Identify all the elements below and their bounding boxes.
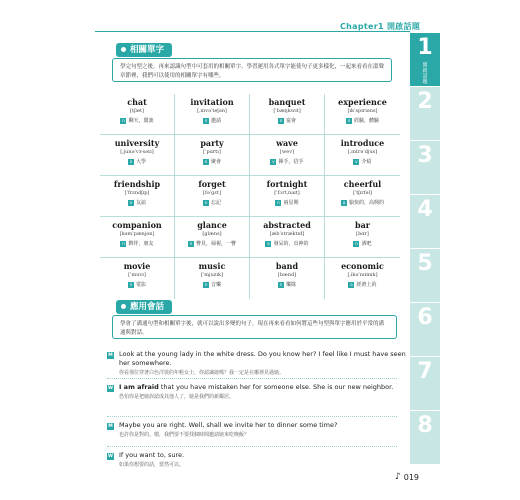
vocab-translation: 宴會 — [285, 118, 296, 124]
vocab-translation: 愉快的，高興的 — [348, 200, 384, 206]
vocab-item — [175, 135, 250, 176]
vocab-meaning — [341, 199, 384, 206]
chapter-tab-3[interactable] — [410, 141, 440, 195]
vocab-meaning — [203, 117, 221, 124]
vocab-word: economic — [341, 261, 384, 271]
dialogue-english — [119, 421, 337, 430]
vocab-phonetic: [glæns] — [202, 231, 222, 237]
dialogue-line — [107, 421, 407, 439]
dialogue-english-text: Look at the young lady in the white dress. Do you know her? I feel like I must have seen her somewhere. — [119, 350, 406, 367]
vocab-word: invitation — [190, 97, 234, 107]
vocab-translation: 發呆的，出神的 — [273, 241, 309, 247]
dialogue-english — [119, 350, 407, 368]
vocab-translation: 忘記 — [210, 200, 221, 206]
vocab-item — [250, 176, 325, 217]
vocab-meaning — [128, 281, 146, 288]
part-of-speech-badge: v — [204, 199, 208, 205]
vocab-phonetic: [æbˈstræktɪd] — [269, 231, 305, 237]
vocab-phonetic: [fəˈgɛt] — [203, 190, 221, 196]
vocab-item — [325, 94, 400, 135]
vocab-meaning — [348, 281, 376, 288]
dialogue-english — [119, 451, 184, 460]
vocab-translation: 經驗，體驗 — [353, 118, 379, 124]
vocab-word: friendship — [113, 179, 161, 189]
vocab-phonetic: [wev] — [280, 149, 294, 155]
dialogue-chinese: 也許你是對的。嗯，我們要不要找個時間邀請她來吃晚飯？ — [119, 432, 250, 438]
chapter-tab-5[interactable] — [410, 249, 440, 303]
vocab-word: music — [198, 261, 226, 271]
vocab-item — [100, 94, 175, 135]
vocab-phonetic: [ˈfrɛndʃɪp] — [124, 190, 150, 196]
vocab-meaning — [353, 240, 371, 247]
part-of-speech-badge: n — [122, 117, 125, 123]
chapter-tab-number: 3 — [417, 143, 433, 168]
chapter-tab-number: 6 — [417, 305, 433, 330]
dialogue-divider — [107, 446, 397, 447]
chapter-tab-number: 7 — [417, 359, 433, 384]
chapter-tab-7[interactable] — [410, 357, 440, 411]
vocab-phonetic: [ˈtʃɪrfəl] — [352, 190, 373, 196]
vocab-meaning — [203, 158, 221, 165]
dialogue-chinese: 你看那位穿著白色洋裝的年輕女士，你認識她嗎？我一定是在哪裡見過她。 — [119, 370, 285, 376]
vocab-meaning — [353, 158, 371, 165]
part-of-speech-badge: n — [347, 117, 351, 123]
vocab-grid — [100, 94, 400, 299]
vocab-item — [100, 217, 175, 258]
vocab-phonetic: [ˌɪntrəˈdjus] — [347, 149, 378, 155]
vocab-phonetic: [ˈfɔrtˌnaɪt] — [274, 190, 300, 196]
vocab-item — [250, 135, 325, 176]
vocab-item — [175, 176, 250, 217]
part-of-speech-badge: a — [342, 199, 346, 205]
part-of-speech-badge: a — [350, 281, 353, 287]
page-number — [395, 472, 419, 482]
chapter-tab-8[interactable] — [410, 411, 440, 465]
vocab-item — [100, 135, 175, 176]
vocab-translation: 樂隊 — [285, 282, 296, 288]
part-of-speech-badge: n — [189, 240, 193, 246]
vocab-translation: 揮手，招手 — [278, 159, 304, 165]
dialogue-chinese: 如果你想要的話，當然可以。 — [119, 462, 185, 468]
vocab-phonetic: [bɑr] — [356, 231, 369, 237]
part-of-speech-badge: a — [267, 240, 270, 246]
part-of-speech-badge: n — [122, 240, 125, 246]
vocab-phonetic: [bænd] — [277, 272, 297, 278]
vocab-translation: 音樂 — [210, 282, 221, 288]
vocab-word: chat — [127, 97, 147, 107]
vocab-translation: 瞥見，掃視，一瞥 — [195, 241, 236, 247]
vocab-phonetic: [ˈbæŋkwɪt] — [273, 108, 301, 114]
vocab-item — [100, 176, 175, 217]
vocab-word: introduce — [340, 138, 385, 148]
vocab-item — [250, 258, 325, 299]
speaker-badge: W — [108, 454, 113, 459]
vocab-item — [325, 217, 400, 258]
chapter-tab-4[interactable] — [410, 195, 440, 249]
vocab-meaning — [120, 117, 153, 124]
dialogue-line — [107, 350, 407, 377]
part-of-speech-badge: n — [204, 158, 208, 164]
dialogue-chinese: 恐怕你是把她誤認成其他人了，她是我們的新鄰居。 — [119, 394, 235, 400]
dialogue-intro: 學會了溝通句型和相關單字後，就可以說出多變的句子。現在再來看看如何將這些句型與單字應用於平常的溝通與對話。 — [112, 315, 397, 339]
chapter-tab-label: 開啟話題 — [421, 62, 428, 84]
vocab-section-title: 相關單字 — [116, 43, 172, 57]
dialogue-section-title: 應用會話 — [116, 300, 172, 314]
vocab-meaning — [278, 117, 296, 124]
dialogue-english-text: If you want to, sure. — [119, 451, 185, 459]
vocab-word: banquet — [268, 97, 306, 107]
vocab-item — [250, 94, 325, 135]
part-of-speech-badge: v — [272, 158, 275, 164]
vocab-translation: 大學 — [135, 159, 146, 165]
vocab-word: party — [200, 138, 224, 148]
dialogue-english — [119, 383, 393, 392]
vocab-item — [100, 258, 175, 299]
vocab-meaning — [265, 240, 308, 247]
vocab-item — [325, 176, 400, 217]
part-of-speech-badge: n — [129, 158, 133, 164]
vocab-word: abstracted — [263, 220, 311, 230]
part-of-speech-badge: n — [204, 117, 208, 123]
chapter-tab-1[interactable] — [410, 33, 440, 87]
vocab-translation: 經濟上的 — [356, 282, 377, 288]
vocab-meaning — [188, 240, 236, 247]
vocab-word: experience — [338, 97, 387, 107]
vocab-word: cheerful — [343, 179, 382, 189]
part-of-speech-badge: n — [129, 199, 133, 205]
vocab-phonetic: [ˌikəˈnɑmɪk] — [347, 272, 378, 278]
vocab-phonetic: [ˌɪnvəˈteʃən] — [197, 108, 227, 114]
part-of-speech-badge: n — [204, 281, 208, 287]
chapter-tab-number: 4 — [417, 197, 433, 222]
vocab-meaning — [128, 158, 146, 165]
chapter-header: Chapter1 開啟話題 — [340, 22, 421, 31]
vocab-word: fortnight — [266, 179, 308, 189]
speaker-badge: M — [108, 424, 113, 429]
vocab-phonetic: [ˈmuvɪ] — [128, 272, 146, 278]
part-of-speech-badge: v — [355, 158, 358, 164]
part-of-speech-badge: n — [129, 281, 133, 287]
vocab-translation: 夥伴，朋友 — [128, 241, 154, 247]
vocab-meaning — [270, 158, 303, 165]
vocab-item — [175, 94, 250, 135]
vocab-item — [175, 217, 250, 258]
chapter-tab-number: 8 — [417, 413, 433, 438]
vocab-translation: 友誼 — [135, 200, 146, 206]
top-rule — [95, 31, 410, 32]
vocab-phonetic: [ˈpɑrtɪ] — [203, 149, 221, 155]
vocab-phonetic: [ˈmjuzɪk] — [200, 272, 224, 278]
vocab-word: forget — [198, 179, 226, 189]
vocab-item — [250, 217, 325, 258]
chapter-tab-number: 2 — [417, 89, 433, 114]
vocab-phonetic: [tʃæt] — [130, 108, 144, 114]
vocab-translation: 電影 — [135, 282, 146, 288]
vocab-meaning — [120, 240, 153, 247]
vocab-translation: 兩星期 — [283, 200, 299, 206]
vocab-word: glance — [197, 220, 227, 230]
vocab-intro: 學完句型之後，再來認識句型中可套用的相關單字。學習運用各式單字能使句子更多樣化，一起來看看在溫聲章節裡，我們可以使用的相關單字有哪些。 — [112, 58, 392, 82]
vocab-word: wave — [276, 138, 298, 148]
vocab-item — [325, 135, 400, 176]
vocab-translation: 酒吧 — [361, 241, 372, 247]
vocab-word: bar — [355, 220, 370, 230]
vocab-word: movie — [123, 261, 151, 271]
dialogue-english-text: that you have mistaken her for someone else. She is our new neighbor. — [158, 383, 394, 391]
vocab-phonetic: [ɪkˈspɪrɪəns] — [347, 108, 378, 114]
vocab-meaning — [275, 199, 298, 206]
page-number-text: 019 — [403, 472, 420, 482]
vocab-meaning — [128, 199, 146, 206]
dialogue-divider — [107, 378, 397, 379]
speaker-badge: M — [108, 353, 113, 358]
vocab-word: university — [114, 138, 160, 148]
part-of-speech-badge: n — [279, 281, 283, 287]
vocab-translation: 邀請 — [210, 118, 221, 124]
dialogue-line — [107, 383, 407, 401]
vocab-meaning — [346, 117, 379, 124]
part-of-speech-badge: n — [279, 117, 283, 123]
vocab-translation: 聊天，閒談 — [128, 118, 154, 124]
vocab-meaning — [203, 199, 221, 206]
part-of-speech-badge: n — [277, 199, 280, 205]
chapter-tab-number: 5 — [417, 251, 433, 276]
vocab-translation: 介紹 — [361, 159, 372, 165]
chapter-tab-2[interactable] — [410, 87, 440, 141]
chapter-tab-number: 1 — [417, 35, 433, 60]
vocab-item — [175, 258, 250, 299]
music-note-icon: ♪ — [395, 472, 401, 482]
speaker-badge: W — [108, 386, 113, 391]
vocab-word: companion — [112, 220, 162, 230]
vocab-item — [325, 258, 400, 299]
vocab-phonetic: [ˌjunəˈvɝsətɪ] — [120, 149, 154, 155]
vocab-word: band — [275, 261, 299, 271]
dialogue-divider — [107, 416, 397, 417]
dialogue-line — [107, 451, 407, 469]
dialogue-english-text: Maybe you are right. Well, shall we invite her to dinner some time? — [119, 421, 338, 429]
vocab-meaning — [203, 281, 221, 288]
vocab-phonetic: [kəmˈpænjən] — [119, 231, 155, 237]
chapter-tabs — [410, 33, 440, 465]
part-of-speech-badge: n — [355, 240, 358, 246]
vocab-translation: 聚會 — [210, 159, 221, 165]
key-phrase: I am afraid — [119, 383, 159, 391]
chapter-tab-6[interactable] — [410, 303, 440, 357]
vocab-meaning — [278, 281, 296, 288]
